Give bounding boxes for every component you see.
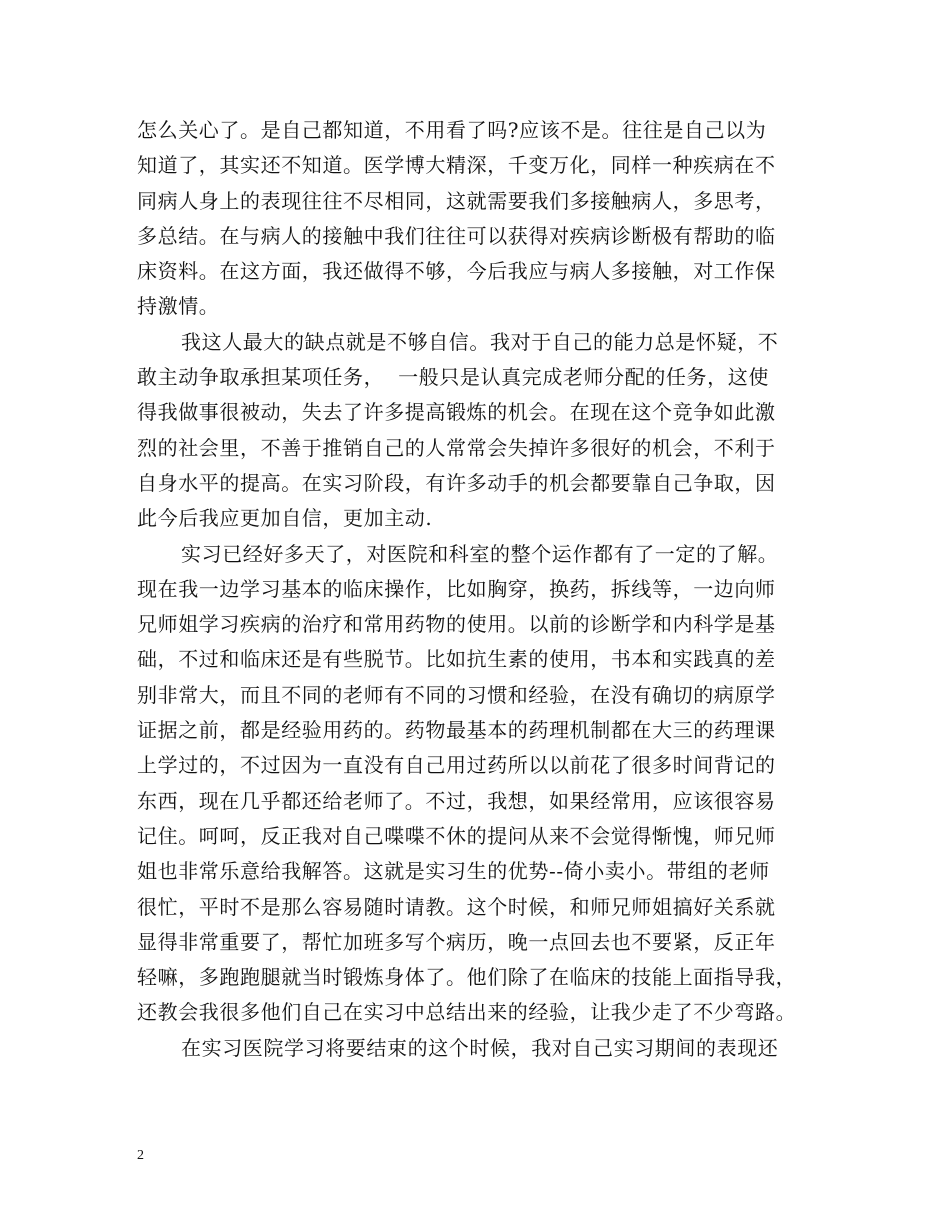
paragraph-first-line: 实习已经好多天了，对医院和科室的整个运作都有了一定的了解。 bbox=[181, 541, 779, 566]
text-line: 自身水平的提高。在实习阶段，有许多动手的机会都要靠自己争取，因 bbox=[137, 470, 776, 495]
text-line: 别非常大，而且不同的老师有不同的习惯和经验，在没有确切的病原学 bbox=[137, 682, 776, 707]
text-line: 证据之前，都是经验用药的。药物最基本的药理机制都在大三的药理课 bbox=[137, 718, 776, 743]
text-line: 知道了，其实还不知道。医学博大精深，千变万化，同样一种疾病在不 bbox=[137, 153, 776, 178]
text-line: 怎么关心了。是自己都知道，不用看了吗?应该不是。往往是自己以为 bbox=[137, 118, 767, 142]
text-line: 得我做事很被动，失去了许多提高锻炼的机会。在现在这个竞争如此激 bbox=[137, 400, 776, 425]
page-number: 2 bbox=[137, 1148, 144, 1163]
text-line: 烈的社会里，不善于推销自己的人常常会失掉许多很好的机会，不利于 bbox=[137, 435, 776, 460]
text-line: 记住。呵呵，反正我对自己喋喋不休的提问从来不会觉得惭愧，师兄师 bbox=[137, 823, 776, 848]
text-line: 现在我一边学习基本的临床操作，比如胸穿，换药，拆线等，一边向师 bbox=[137, 576, 776, 601]
text-line: 上学过的，不过因为一直没有自己用过药所以以前花了很多时间背记的 bbox=[137, 753, 776, 778]
text-line: 础，不过和临床还是有些脱节。比如抗生素的使用，书本和实践真的差 bbox=[137, 647, 776, 672]
text-line: 同病人身上的表现往往不尽相同，这就需要我们多接触病人，多思考， bbox=[137, 188, 776, 213]
text-line: 轻嘛，多跑跑腿就当时锻炼身体了。他们除了在临床的技能上面指导我， bbox=[137, 965, 797, 990]
text-line: 敢主动争取承担某项任务， 一般只是认真完成老师分配的任务，这使 bbox=[137, 365, 769, 390]
text-line: 床资料。在这方面，我还做得不够，今后我应与病人多接触，对工作保 bbox=[137, 259, 776, 284]
text-line: 东西，现在几乎都还给老师了。不过，我想，如果经常用，应该很容易 bbox=[137, 788, 776, 813]
text-line: 姐也非常乐意给我解答。这就是实习生的优势--倚小卖小。带组的老师 bbox=[137, 859, 770, 884]
text-line: 兄师姐学习疾病的治疗和常用药物的使用。以前的诊断学和内科学是基 bbox=[137, 612, 776, 637]
text-line: 持激情。 bbox=[137, 294, 220, 319]
text-line: 此今后我应更加自信，更加主动. bbox=[137, 506, 433, 531]
text-line: 显得非常重要了，帮忙加班多写个病历，晚一点回去也不要紧，反正年 bbox=[137, 929, 776, 954]
paragraph-first-line: 在实习医院学习将要结束的这个时候，我对自己实习期间的表现还 bbox=[181, 1035, 779, 1060]
paragraph-first-line: 我这人最大的缺点就是不够自信。我对于自己的能力总是怀疑，不 bbox=[181, 329, 779, 354]
body-text bbox=[137, 113, 827, 1066]
text-line: 多总结。在与病人的接触中我们往往可以获得对疾病诊断极有帮助的临 bbox=[137, 223, 776, 248]
text-line: 还教会我很多他们自己在实习中总结出来的经验，让我少走了不少弯路。 bbox=[137, 1000, 797, 1025]
text-line: 很忙，平时不是那么容易随时请教。这个时候，和师兄师姐搞好关系就 bbox=[137, 894, 776, 919]
